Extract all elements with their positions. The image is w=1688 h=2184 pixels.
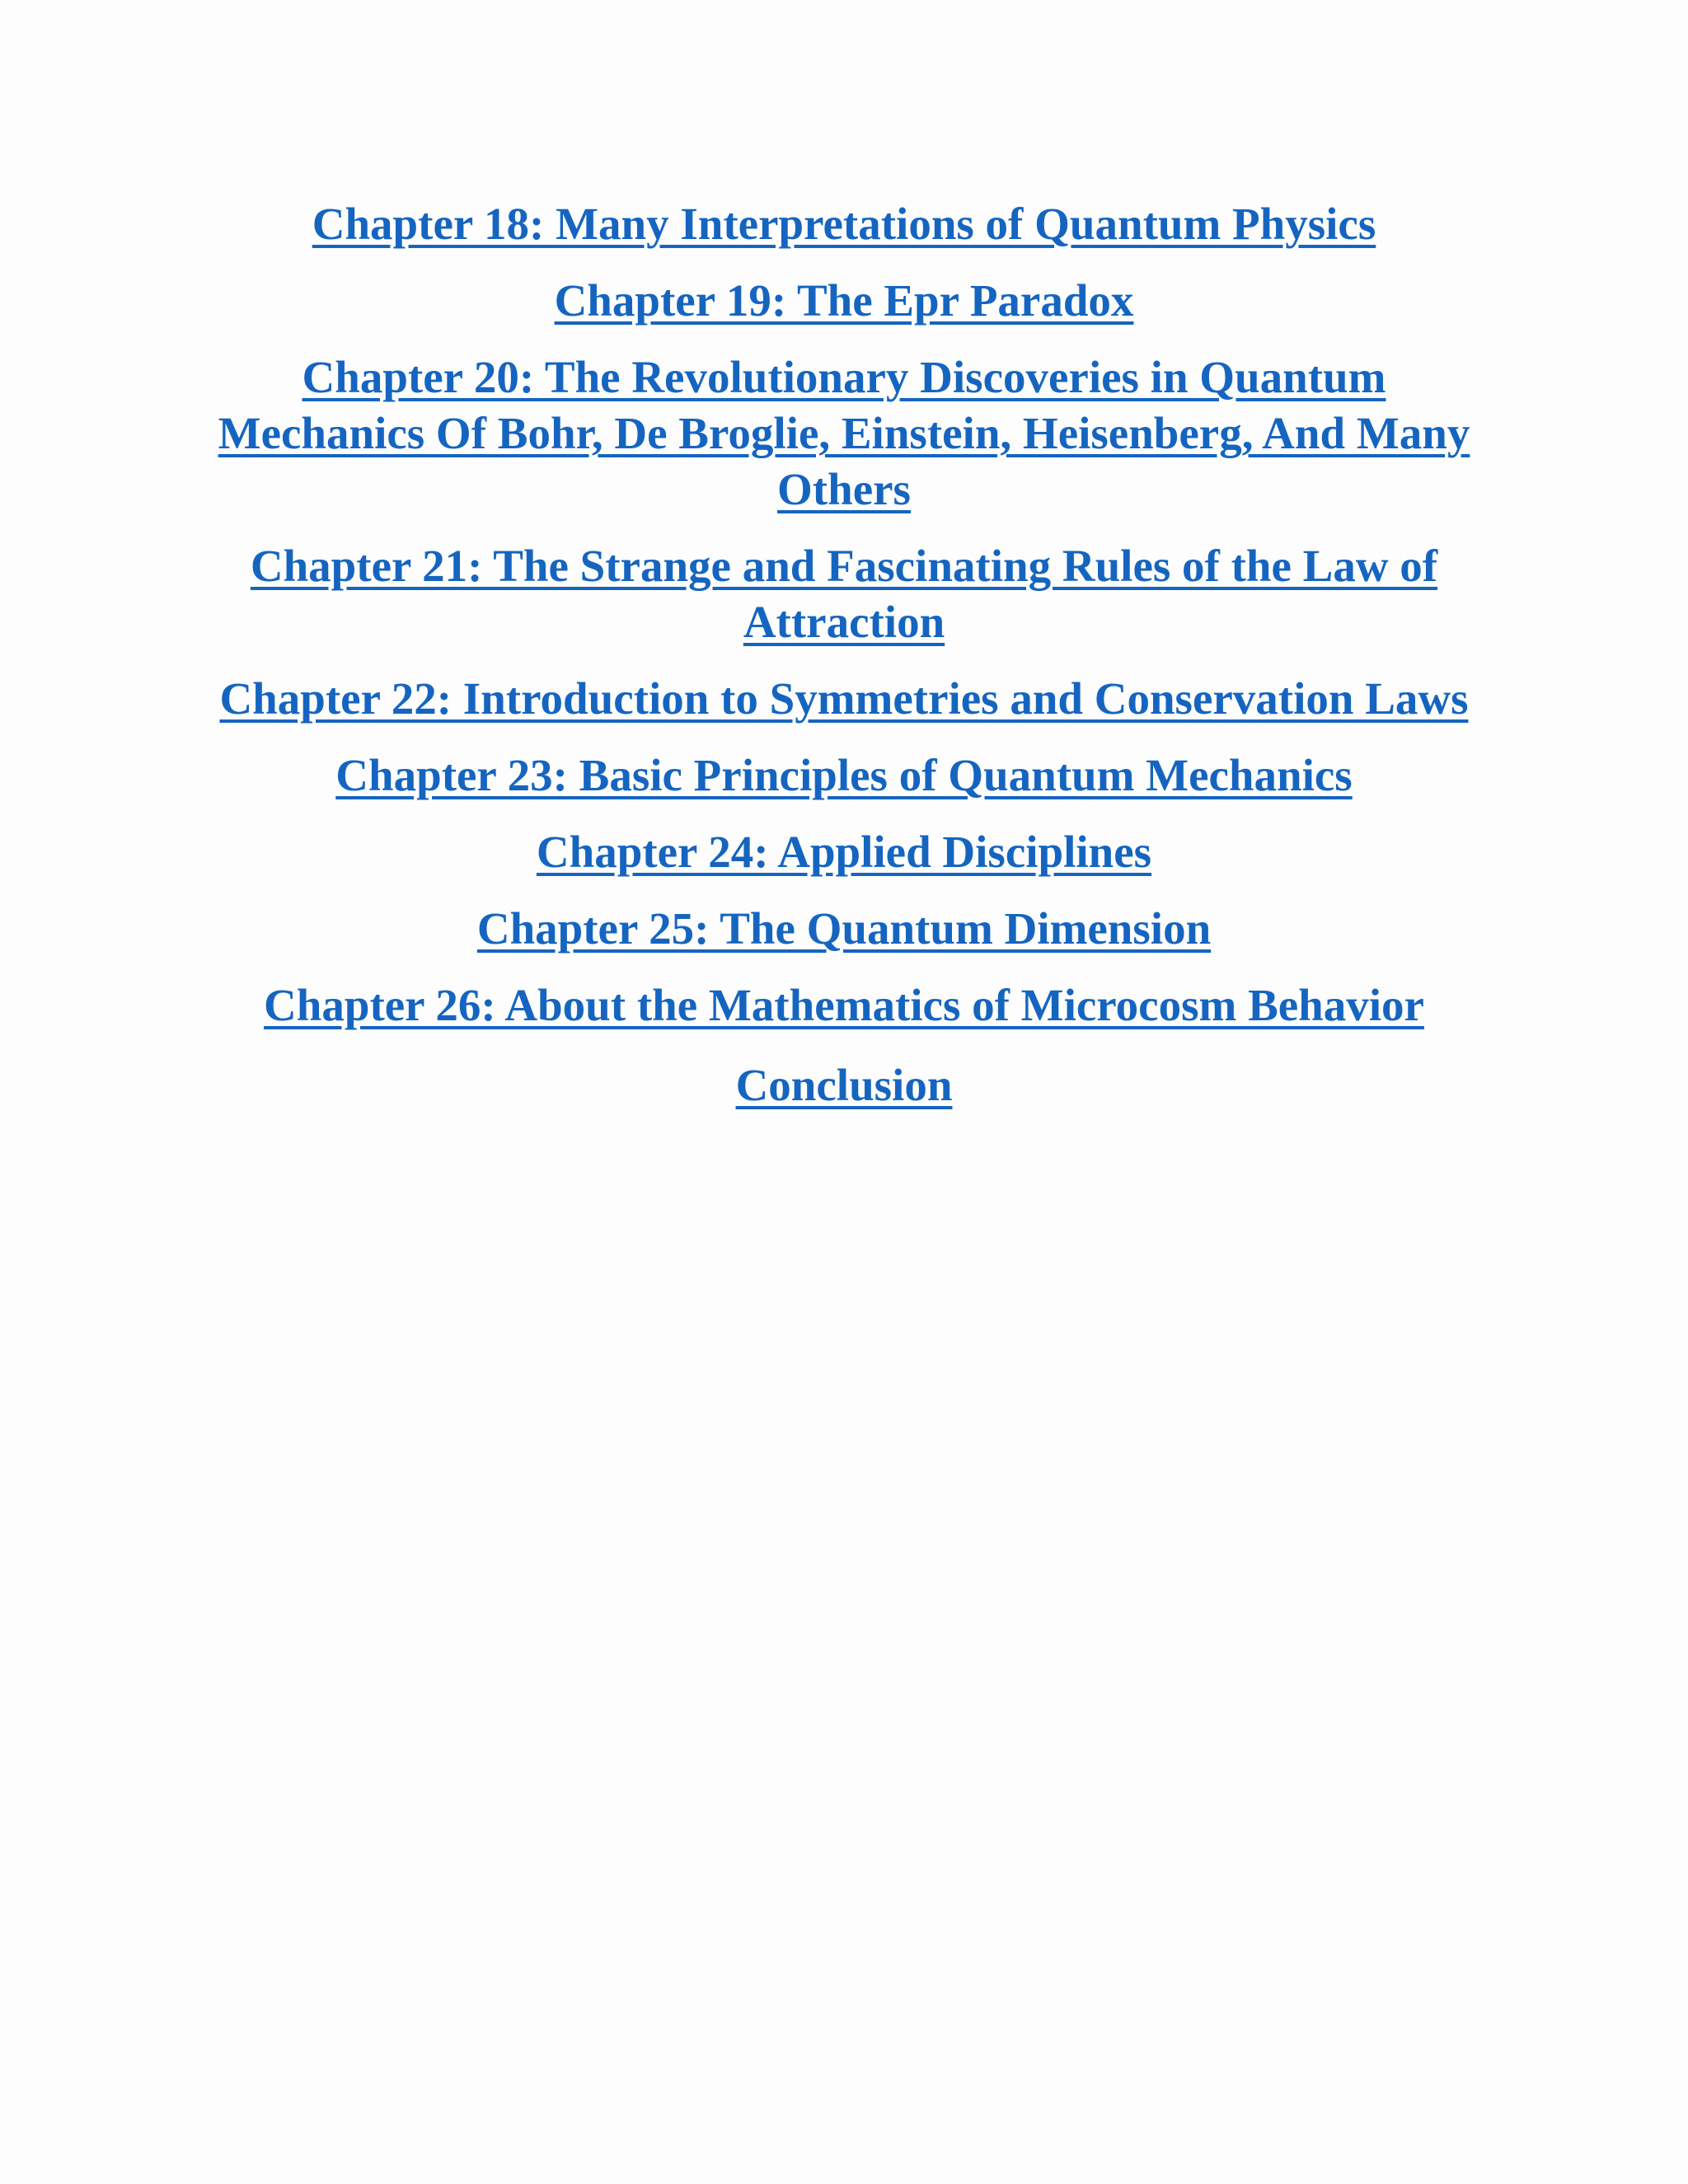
- toc-link-chapter-19[interactable]: Chapter 19: The Epr Paradox: [554, 275, 1134, 326]
- toc-link-conclusion[interactable]: Conclusion: [735, 1060, 953, 1110]
- toc-entry-chapter-20: [214, 349, 1474, 518]
- table-of-contents: [214, 196, 1474, 1134]
- toc-entry-chapter-21: [214, 538, 1474, 650]
- toc-link-chapter-26[interactable]: Chapter 26: About the Mathematics of Microcosm Behavior: [264, 980, 1424, 1030]
- toc-entry-conclusion: [214, 1057, 1474, 1113]
- toc-entry-chapter-23: [214, 748, 1474, 804]
- toc-link-chapter-25[interactable]: Chapter 25: The Quantum Dimension: [476, 903, 1212, 954]
- toc-link-chapter-18[interactable]: Chapter 18: Many Interpretations of Quantum Physics: [312, 199, 1376, 249]
- toc-entry-chapter-22: [214, 671, 1474, 727]
- toc-entry-chapter-26: [214, 977, 1474, 1033]
- toc-entry-chapter-18: [214, 196, 1474, 252]
- toc-link-chapter-21[interactable]: Chapter 21: The Strange and Fascinating Rules of the Law of Attraction: [250, 541, 1438, 647]
- toc-link-chapter-20[interactable]: Chapter 20: The Revolutionary Discoveries in Quantum Mechanics Of Bohr, De Broglie, Einstein, Heisenberg, And Many Others: [218, 352, 1470, 514]
- toc-link-chapter-23[interactable]: Chapter 23: Basic Principles of Quantum Mechanics: [335, 750, 1353, 800]
- toc-entry-chapter-25: [214, 901, 1474, 957]
- toc-link-chapter-22[interactable]: Chapter 22: Introduction to Symmetries and Conservation Laws: [219, 673, 1469, 724]
- toc-entry-chapter-19: [214, 273, 1474, 329]
- toc-link-chapter-24[interactable]: Chapter 24: Applied Disciplines: [536, 827, 1152, 877]
- toc-entry-chapter-24: [214, 824, 1474, 880]
